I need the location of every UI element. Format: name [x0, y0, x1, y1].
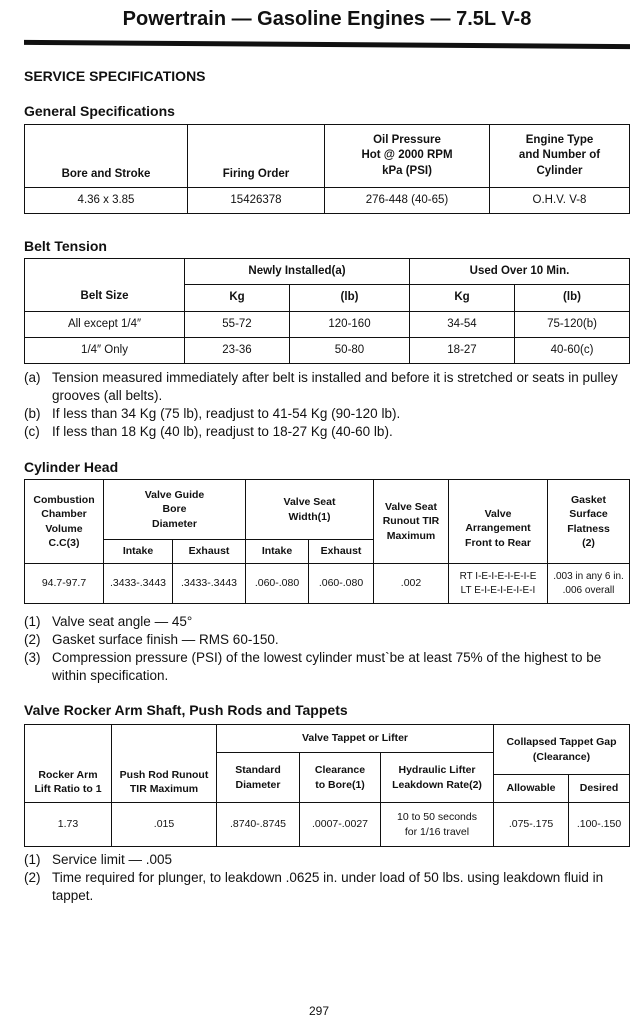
collapsed-gap-header	[494, 725, 630, 775]
table-row	[25, 803, 630, 847]
note	[24, 613, 634, 631]
new-kg-cell: 55-72	[185, 312, 290, 338]
note-mark: (2)	[24, 632, 41, 647]
clr-header-line-2: to Bore(1)	[315, 778, 365, 791]
guide-intake-cell: .3433-.3443	[104, 564, 173, 604]
used-lb-header: (lb)	[515, 285, 630, 312]
runout-header-line-1: Valve Seat	[385, 501, 437, 514]
valve-seat-header-line-2: Width(1)	[288, 510, 331, 523]
belt-tension-table	[24, 258, 630, 364]
new-lb-cell: 50-80	[290, 338, 410, 364]
combustion-chamber-header	[25, 480, 104, 564]
note-mark: (b)	[24, 406, 41, 421]
table-row	[25, 312, 630, 338]
push-rod-runout-header	[112, 725, 217, 803]
note-text: Valve seat angle — 45°	[52, 614, 193, 629]
firing-order-header: Firing Order	[188, 125, 325, 188]
belt-tension-notes	[24, 369, 634, 441]
hyd-header-line-2: Leakdown Rate(2)	[392, 778, 482, 791]
new-kg-header: Kg	[185, 285, 290, 312]
belt-size-cell: 1/4″ Only	[25, 338, 185, 364]
std-cell: .8740-.8745	[217, 803, 300, 847]
engine-type-header	[490, 125, 630, 188]
guide-exhaust-header: Exhaust	[173, 540, 246, 564]
ratio-cell: 1.73	[25, 803, 112, 847]
combustion-header-line-2: Chamber	[41, 508, 87, 521]
used-kg-cell: 18-27	[410, 338, 515, 364]
used-kg-header: Kg	[410, 285, 515, 312]
arrangement-cell	[449, 564, 548, 604]
valve-seat-header	[246, 480, 374, 540]
gap-header-line-2: (Clearance)	[532, 750, 591, 763]
page-header: Powertrain — Gasoline Engines — 7.5L V-8	[122, 8, 532, 30]
runout-header-line-2: Runout TIR	[382, 515, 440, 528]
note	[24, 851, 634, 869]
runout-header-line-3: Maximum	[386, 529, 436, 542]
arrangement-header-line-1: Valve	[484, 508, 512, 521]
desired-cell: .100-.150	[569, 803, 630, 847]
runout-cell: .015	[112, 803, 217, 847]
clr-cell: .0007-.0027	[300, 803, 381, 847]
general-specifications-table	[24, 124, 630, 214]
desired-header: Desired	[569, 775, 630, 803]
allowable-header: Allowable	[494, 775, 569, 803]
belt-size-cell: All except 1/4″	[25, 312, 185, 338]
seat-exhaust-cell: .060-.080	[309, 564, 374, 604]
hyd-cell	[381, 803, 494, 847]
note-mark: (c)	[24, 424, 40, 439]
note	[24, 869, 634, 905]
gasket-header-line-1: Gasket	[570, 494, 607, 507]
flatness-cell	[548, 564, 630, 604]
firing-order-value: 15426378	[188, 188, 325, 214]
note-text: Service limit — .005	[52, 852, 173, 867]
ratio-header-line-2: Lift Ratio to 1	[34, 782, 102, 795]
flatness-line-2: .006 overall	[562, 584, 615, 596]
used-lb-cell: 75-120(b)	[515, 312, 630, 338]
valve-guide-header-line-3: Diameter	[152, 517, 197, 530]
valve-seat-header-line-1: Valve Seat	[283, 496, 336, 509]
note-mark: (1)	[24, 614, 41, 629]
hydraulic-lifter-header	[381, 753, 494, 803]
engine-type-header-line-1: Engine Type	[525, 133, 594, 146]
gasket-header-line-3: Flatness	[567, 522, 610, 535]
rocker-ratio-header	[25, 725, 112, 803]
table-row	[25, 338, 630, 364]
service-specifications-title: SERVICE SPECIFICATIONS	[24, 68, 206, 84]
note	[24, 369, 634, 405]
rocker-arm-title: Valve Rocker Arm Shaft, Push Rods and Tappets	[24, 702, 348, 718]
header-rule	[24, 40, 630, 49]
combustion-header-line-4: C.C(3)	[48, 536, 80, 549]
note	[24, 405, 634, 423]
valve-guide-header-line-1: Valve Guide	[144, 489, 205, 502]
table-row	[25, 564, 630, 604]
seat-intake-cell: .060-.080	[246, 564, 309, 604]
gasket-header-line-4: (2)	[582, 536, 595, 549]
hyd-line-2: for 1/16 travel	[404, 825, 470, 838]
valve-arrangement-header	[449, 480, 548, 564]
new-lb-header: (lb)	[290, 285, 410, 312]
engine-type-value: O.H.V. V-8	[490, 188, 630, 214]
ratio-header-line-1: Rocker Arm	[38, 768, 98, 781]
note-mark: (3)	[24, 650, 41, 665]
new-lb-cell: 120-160	[290, 312, 410, 338]
clearance-bore-header	[300, 753, 381, 803]
runout-header-line-1: Push Rod Runout	[119, 768, 209, 781]
newly-installed-header: Newly Installed(a)	[185, 259, 410, 285]
gasket-header-line-2: Surface	[569, 508, 608, 521]
flatness-line-1: .003 in any 6 in.	[553, 571, 624, 582]
std-header-line-1: Standard	[235, 764, 281, 777]
cylinder-head-table	[24, 479, 630, 604]
hyd-line-1: 10 to 50 seconds	[397, 811, 477, 824]
cylinder-head-notes	[24, 613, 634, 685]
seat-intake-header: Intake	[246, 540, 309, 564]
belt-size-header: Belt Size	[25, 259, 185, 312]
gap-header-line-1: Collapsed Tappet Gap	[506, 736, 617, 749]
guide-intake-header: Intake	[104, 540, 173, 564]
runout-cell: .002	[374, 564, 449, 604]
runout-header-line-2: TIR Maximum	[129, 782, 199, 795]
note	[24, 631, 634, 649]
note-text: Tension measured immediately after belt is installed and before it is stretched or seats in pulley grooves (all belts).	[52, 370, 618, 403]
combustion-header-line-3: Volume	[45, 522, 83, 535]
arrangement-lt: LT E-I-E-I-E-I-E-I	[460, 584, 536, 596]
new-kg-cell: 23-36	[185, 338, 290, 364]
used-kg-cell: 34-54	[410, 312, 515, 338]
oil-pressure-header-line-3: kPa (PSI)	[382, 164, 432, 177]
bore-stroke-header: Bore and Stroke	[25, 125, 188, 188]
note-text: If less than 34 Kg (75 lb), readjust to 41-54 Kg (90-120 lb).	[52, 406, 401, 421]
arrangement-header-line-2: Arrangement	[465, 522, 531, 535]
bore-stroke-value: 4.36 x 3.85	[25, 188, 188, 214]
valve-guide-header	[104, 480, 246, 540]
combustion-header-line-1: Combustion	[33, 494, 95, 507]
note	[24, 423, 634, 441]
note-mark: (1)	[24, 852, 41, 867]
rocker-arm-notes	[24, 851, 634, 905]
guide-exhaust-cell: .3433-.3443	[173, 564, 246, 604]
clr-header-line-1: Clearance	[314, 764, 366, 777]
oil-pressure-header-line-1: Oil Pressure	[373, 133, 441, 146]
standard-diameter-header	[217, 753, 300, 803]
page-number: 297	[308, 1004, 330, 1018]
engine-type-header-line-3: Cylinder	[536, 164, 583, 177]
arrangement-header-line-3: Front to Rear	[465, 536, 531, 549]
seat-exhaust-header: Exhaust	[309, 540, 374, 564]
volume-cell: 94.7-97.7	[25, 564, 104, 604]
std-header-line-2: Diameter	[235, 778, 281, 791]
oil-pressure-header-line-2: Hot @ 2000 RPM	[361, 149, 453, 162]
valve-tappet-header: Valve Tappet or Lifter	[217, 725, 494, 753]
used-over-header: Used Over 10 Min.	[410, 259, 630, 285]
note	[24, 649, 634, 685]
engine-type-header-line-2: and Number of	[518, 149, 601, 162]
valve-guide-header-line-2: Bore	[162, 503, 187, 516]
arrangement-rt: RT I-E-I-E-I-E-I-E	[459, 571, 537, 582]
oil-pressure-header	[325, 125, 490, 188]
hyd-header-line-1: Hydraulic Lifter	[398, 764, 476, 777]
note-text: Gasket surface finish — RMS 60-150.	[52, 632, 279, 647]
general-specifications-title: General Specifications	[24, 103, 175, 119]
oil-pressure-value: 276-448 (40-65)	[325, 188, 490, 214]
rocker-arm-table	[24, 724, 630, 847]
belt-tension-title: Belt Tension	[24, 238, 107, 254]
note-text: Compression pressure (PSI) of the lowest cylinder must`be at least 75% of the highest to be within specification.	[52, 650, 602, 683]
cylinder-head-title: Cylinder Head	[24, 459, 119, 475]
table-row	[25, 188, 630, 214]
note-text: If less than 18 Kg (40 lb), readjust to 18-27 Kg (40-60 lb).	[52, 424, 393, 439]
valve-seat-runout-header	[374, 480, 449, 564]
note-mark: (a)	[24, 370, 41, 385]
note-text: Time required for plunger, to leakdown .0625 in. under load of 50 lbs. using leakdown fluid in tappet.	[52, 870, 604, 903]
allowable-cell: .075-.175	[494, 803, 569, 847]
used-lb-cell: 40-60(c)	[515, 338, 630, 364]
note-mark: (2)	[24, 870, 41, 885]
gasket-flatness-header	[548, 480, 630, 564]
